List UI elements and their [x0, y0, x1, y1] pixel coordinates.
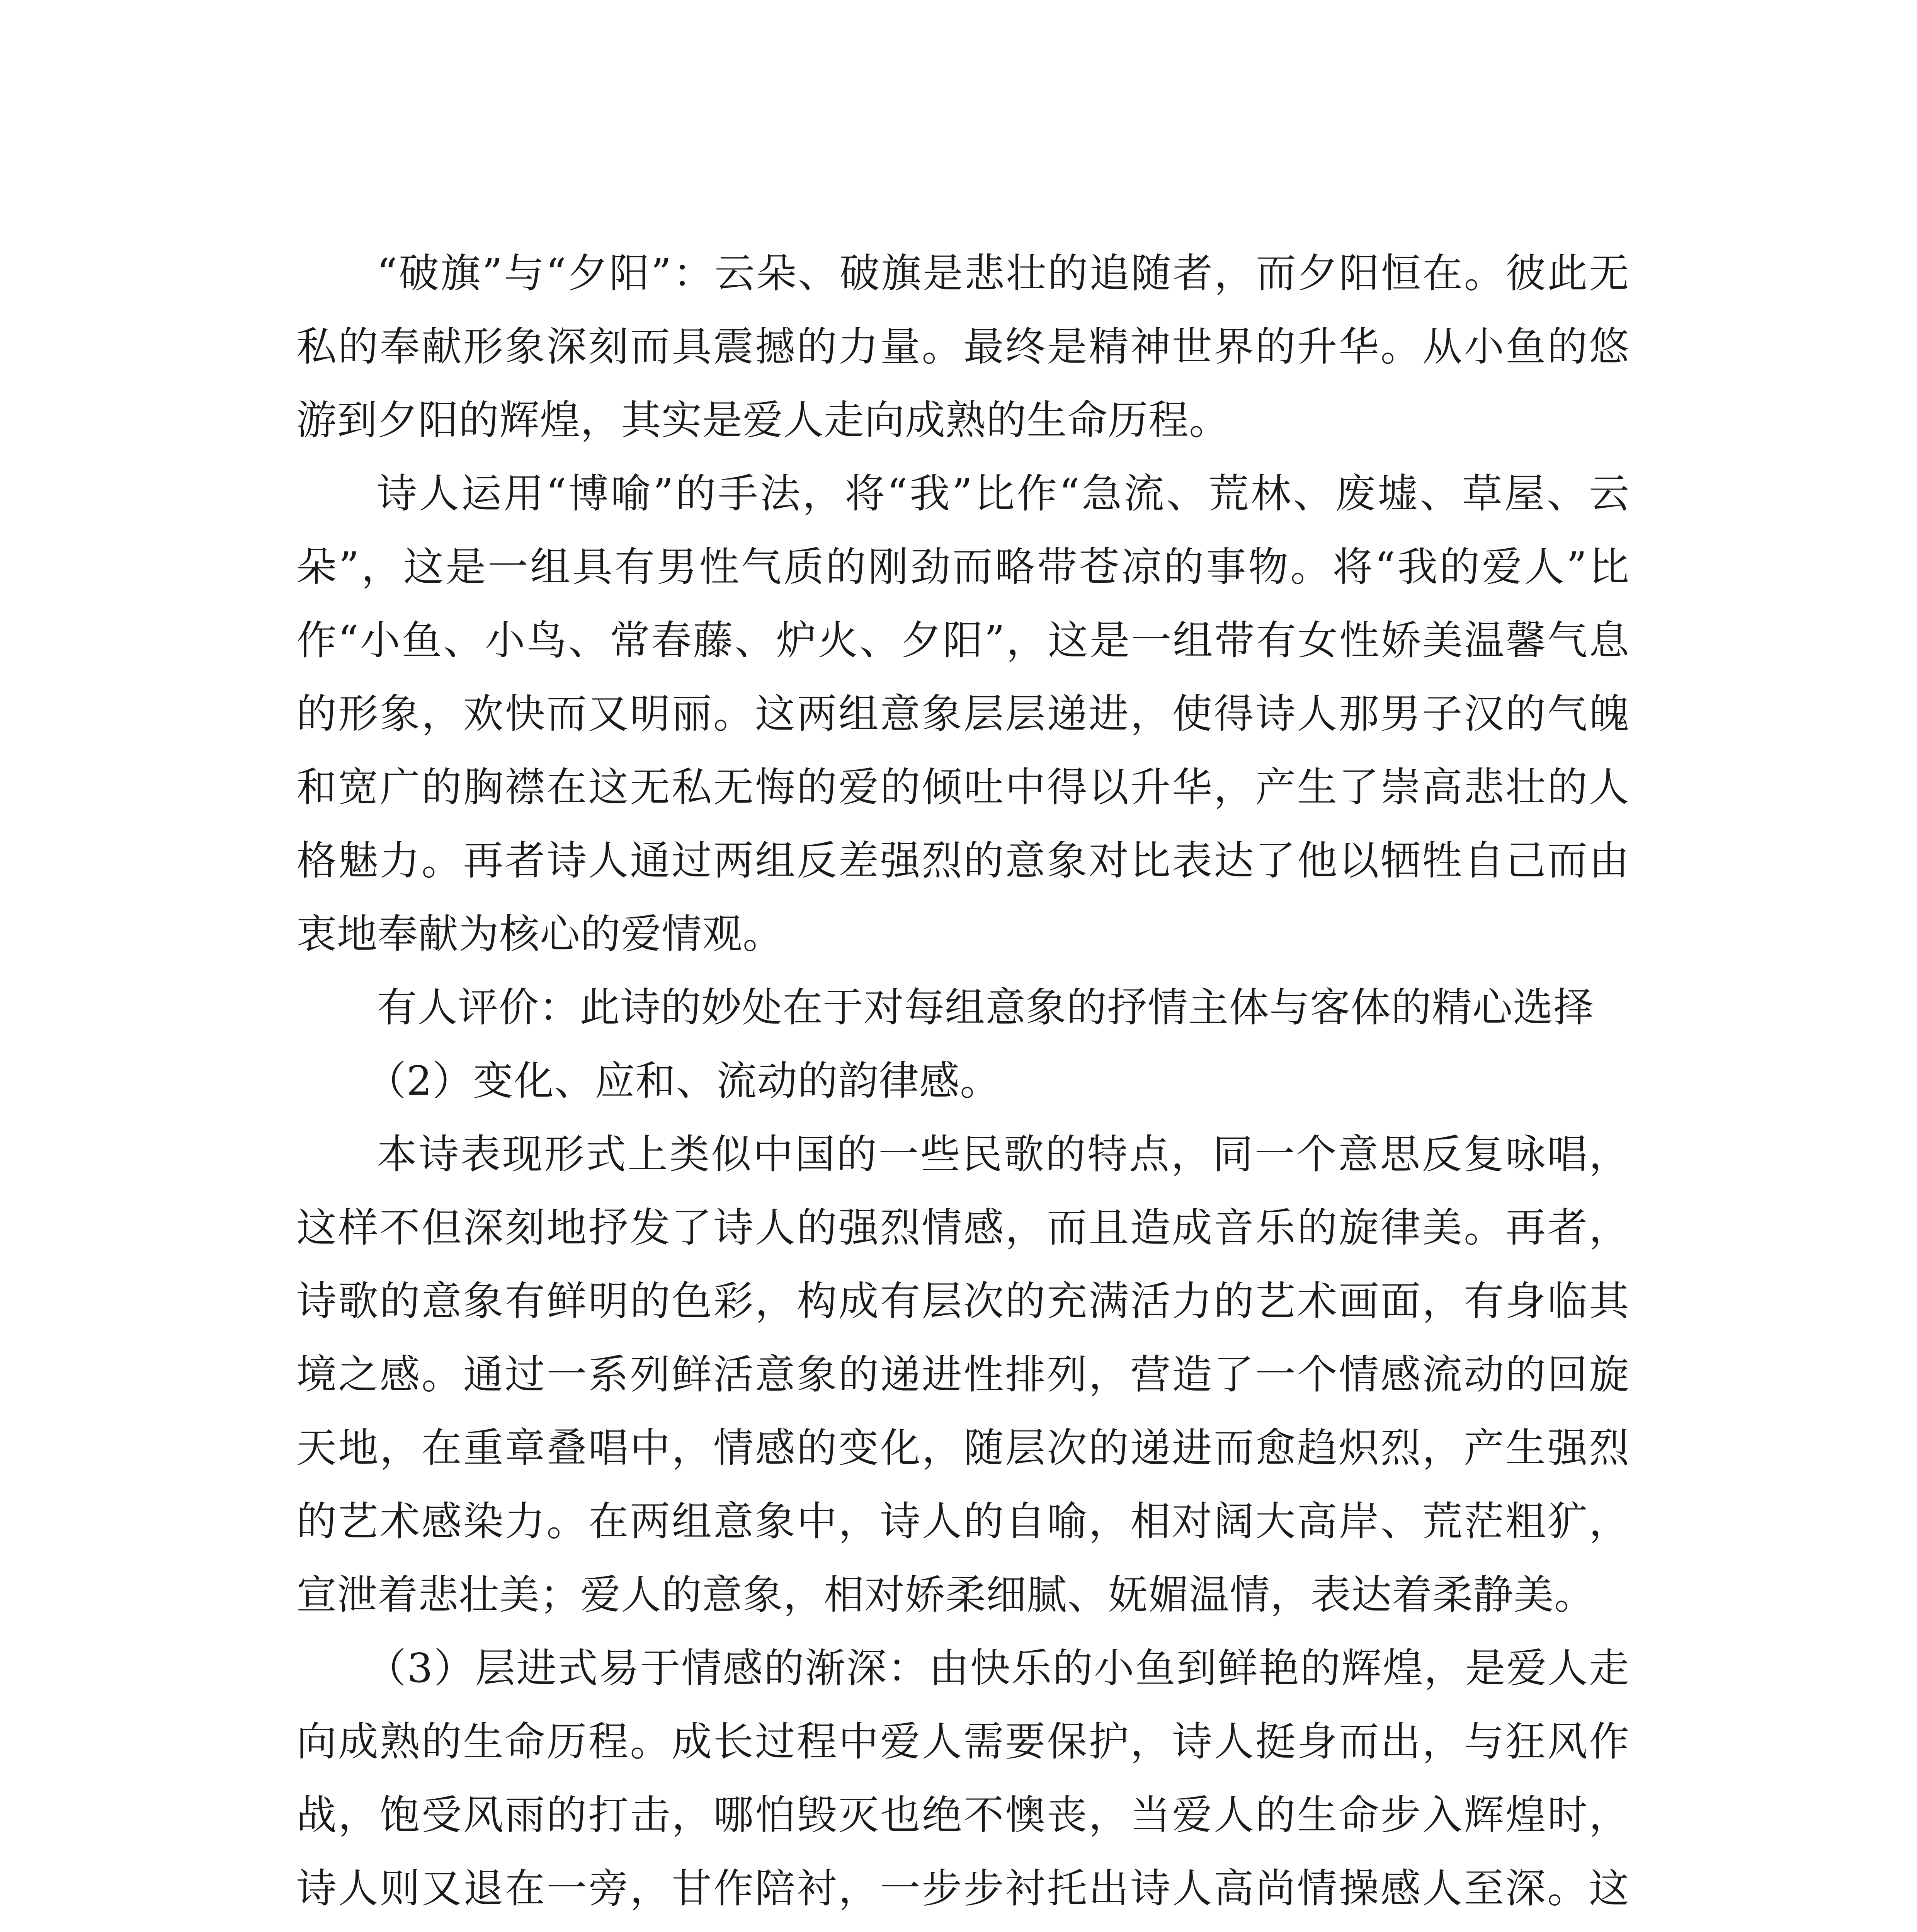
paragraph-metaphor-technique: 诗人运用“博喻”的手法，将“我”比作“急流、荒林、废墟、草屋、云朵”，这是一组具有男性气质的刚劲而略带苍凉的事物。将“我的爱人”比作“小鱼、小鸟、常春藤、炉火、夕阳”，这是一组带有女性娇美温馨气息的形象，欢快而又明丽。这两组意象层层递进，使得诗人那男子汉的气魄和宽广的胸襟在这无私无悔的爱的倾吐中得以升华，产生了崇高悲壮的人格魅力。再者诗人通过两组反差强烈的意象对比表达了他以牺牲自己而由衷地奉献为核心的爱情观。 — [296, 470, 1630, 957]
document-body — [296, 236, 1630, 1932]
paragraph-folk-song-form: 本诗表现形式上类似中国的一些民歌的特点，同一个意思反复咏唱，这样不但深刻地抒发了诗人的强烈情感，而且造成音乐的旋律美。再者，诗歌的意象有鲜明的色彩，构成有层次的充满活力的艺术画面，有身临其境之感。通过一系列鲜活意象的递进性排列，营造了一个情感流动的回旋天地，在重章叠唱中，情感的变化，随层次的递进而愈趋炽烈，产生强烈的艺术感染力。在两组意象中，诗人的自喻，相对阔大高岸、荒茫粗犷，宣泄着悲壮美；爱人的意象，相对娇柔细腻、妩媚温情，表达着柔静美。 — [296, 1131, 1630, 1618]
paragraph-progressive-emotion: （3）层进式易于情感的渐深：由快乐的小鱼到鲜艳的辉煌，是爱人走向成熟的生命历程。成长过程中爱人需要保护，诗人挺身而出，与狂风作战，饱受风雨的打击，哪怕毁灭也绝不懊丧，当爱人的生命步入辉煌时，诗人则又退在一旁，甘作陪衬，一步步衬托出诗人高尚情操感人至深。这 — [296, 1645, 1630, 1912]
paragraph-broken-flag-sunset: “破旗”与“夕阳”：云朵、破旗是悲壮的追随者，而夕阳恒在。彼此无私的奉献形象深刻而具震撼的力量。最终是精神世界的升华。从小鱼的悠游到夕阳的辉煌，其实是爱人走向成熟的生命历程。 — [296, 250, 1630, 444]
heading-rhythm: （2）变化、应和、流动的韵律感。 — [366, 1057, 1001, 1104]
paragraph-evaluation: 有人评价：此诗的妙处在于对每组意象的抒情主体与客体的精心选择 — [377, 984, 1594, 1031]
